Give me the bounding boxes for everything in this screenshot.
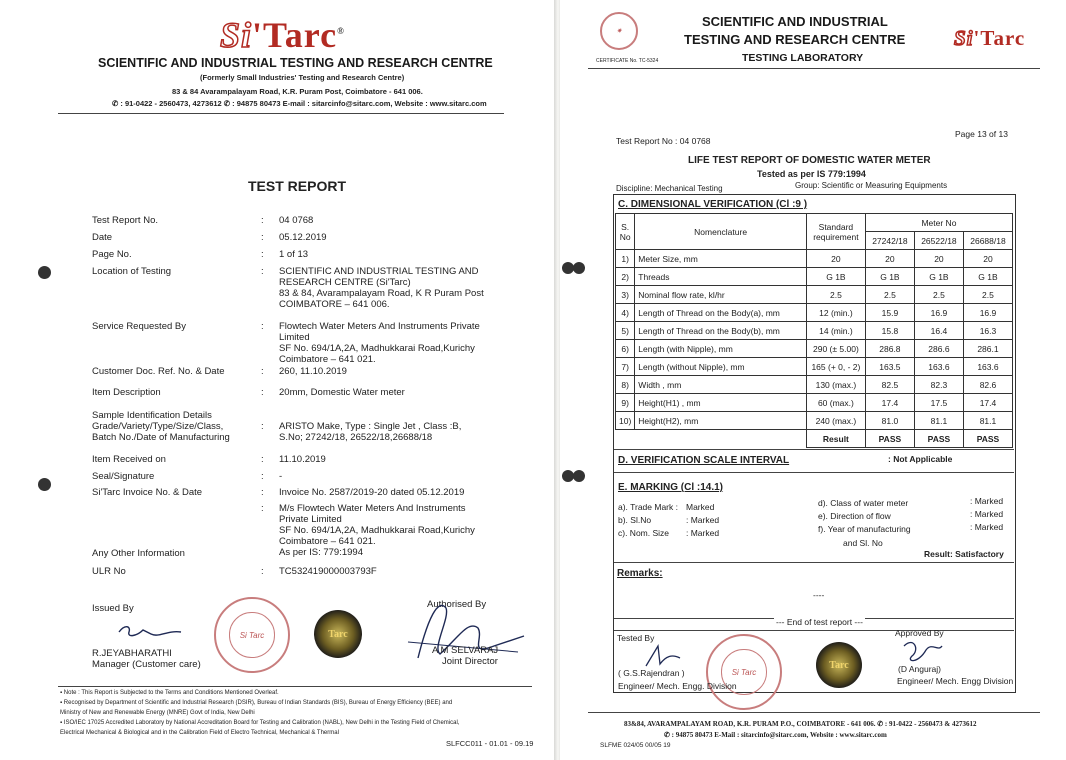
contact-line: ✆ : 91-0422 - 2560473, 4273612 ✆ : 94875 80473 E-mail : sitarcinfo@sitarc.com, Website : www.sitarc.com (112, 99, 487, 108)
table-row (616, 340, 1013, 358)
discipline: Discipline: Mechanical Testing (616, 184, 723, 193)
section-divider (614, 449, 1014, 450)
header-sno-line: No (619, 231, 631, 242)
field-label: ULR No (92, 566, 126, 577)
footer-address: 83&84, AVARAMPALAYAM ROAD, K.R. PURAM P.O., COIMBATORE - 641 006. ✆ : 91-0422 - 2560473 & 4273612 (624, 720, 977, 728)
result-satisfactory: Result: Satisfactory (924, 549, 1004, 559)
row-nomenclature: Nominal flow rate, kl/hr (635, 286, 807, 304)
field-label: Location of Testing (92, 266, 172, 277)
right-header-divider (588, 68, 1040, 69)
tester-role: Engineer/ Mech. Engg. Division (618, 681, 737, 691)
row-nomenclature: Length (with Nipple), mm (635, 340, 807, 358)
field-label: Batch No./Date of Manufacturing (92, 432, 230, 443)
authoriser-role: Joint Director (442, 656, 498, 667)
row-value: 286.1 (963, 340, 1012, 358)
field-value: Private Limited (279, 514, 342, 525)
formerly-line: (Formerly Small Industries' Testing and Research Centre) (200, 73, 405, 82)
marking-value: : Marked (686, 515, 720, 525)
row-value: G 1B (963, 268, 1012, 286)
tester-signature-icon (636, 642, 686, 670)
form-code: SLFCC011 - 01.01 - 09.19 (446, 739, 534, 748)
row-standard: 240 (max.) (806, 412, 865, 430)
result-label: Result (806, 430, 865, 448)
row-value: 16.9 (963, 304, 1012, 322)
header-meter-no: Meter No (865, 214, 1012, 232)
right-footer-divider (588, 712, 1040, 713)
table-row (616, 250, 1013, 268)
certification-emblem-icon: ✷ (600, 12, 638, 50)
row-nomenclature: Meter Size, mm (635, 250, 807, 268)
field-value: 1 of 13 (279, 249, 309, 260)
row-standard: 20 (806, 250, 865, 268)
approver-name: (D Anguraj) (898, 664, 941, 674)
field-value: SF No. 694/1A,2A, Madhukkarai Road,Kurichy (279, 525, 475, 536)
table-row (616, 286, 1013, 304)
field-value: 83 & 84, Avarampalayam Road, K R Puram Post (279, 288, 484, 299)
row-standard: 12 (min.) (806, 304, 865, 322)
row-number: 3) (616, 286, 635, 304)
row-value: 17.4 (963, 394, 1012, 412)
field-value: SF No. 694/1A,2A, Madhukkarai Road,Kurichy (279, 343, 475, 354)
field-label: Si'Tarc Invoice No. & Date (92, 487, 203, 498)
field-colon: : (261, 421, 264, 432)
field-value: 11.10.2019 (279, 454, 326, 465)
header-sno-line: S. (621, 221, 630, 232)
punch-hole (38, 478, 51, 491)
marking-key: b). Sl.No (618, 515, 652, 525)
row-number: 6) (616, 340, 635, 358)
row-value: G 1B (914, 268, 963, 286)
life-test-title: LIFE TEST REPORT OF DOMESTIC WATER METER (688, 155, 931, 166)
remarks-heading: Remarks: (617, 568, 663, 579)
field-value: Coimbatore – 641 021. (279, 536, 376, 547)
row-value: 17.5 (914, 394, 963, 412)
row-value: 20 (865, 250, 914, 268)
punch-hole (38, 266, 51, 279)
field-label: Sample Identification Details (92, 410, 212, 421)
section-divider (614, 630, 1014, 631)
marking-sl-no: and Sl. No (843, 538, 883, 548)
hologram-sticker: Tarc (314, 610, 362, 658)
right-page-life-test-report (560, 0, 1066, 760)
field-colon: : (261, 249, 264, 260)
result-row (616, 430, 1013, 448)
header-sno (616, 214, 635, 250)
field-colon: : (261, 266, 264, 277)
row-number: 9) (616, 394, 635, 412)
hologram-sticker: Tarc (816, 642, 862, 688)
field-colon: : (261, 387, 264, 398)
field-value: As per IS: 779:1994 (279, 547, 363, 558)
field-value: SCIENTIFIC AND INDUSTRIAL TESTING AND (279, 266, 479, 277)
row-nomenclature: Width , mm (635, 376, 807, 394)
sitarc-logo: Si'Tarc® (220, 15, 345, 55)
row-value: G 1B (865, 268, 914, 286)
field-colon: : (261, 232, 264, 243)
row-value: 2.5 (865, 286, 914, 304)
right-header-line3: TESTING LABORATORY (742, 52, 864, 64)
authorised-by-label: Authorised By (427, 599, 487, 610)
footer-note-line: Ministry of New and Renewable Energy (MNRE) Govt of India, New Delhi (60, 710, 255, 716)
row-standard: 290 (± 5.00) (806, 340, 865, 358)
row-nomenclature: Length of Thread on the Body(b), mm (635, 322, 807, 340)
marking-value: : Marked (970, 496, 1004, 506)
header-divider (58, 113, 504, 114)
row-value: 16.3 (963, 322, 1012, 340)
row-number: 4) (616, 304, 635, 322)
table-row (616, 412, 1013, 430)
group: Group: Scientific or Measuring Equipments (795, 181, 948, 190)
row-value: 20 (963, 250, 1012, 268)
row-number: 1) (616, 250, 635, 268)
section-d-heading: D. VERIFICATION SCALE INTERVAL (618, 455, 790, 466)
field-value: S.No; 27242/18, 26522/18,26688/18 (279, 432, 433, 443)
marking-value: : Marked (970, 509, 1004, 519)
org-name: SCIENTIFIC AND INDUSTRIAL TESTING AND RESEARCH CENTRE (98, 56, 493, 70)
row-value: 82.6 (963, 376, 1012, 394)
row-value: 82.5 (865, 376, 914, 394)
row-nomenclature: Height(H2), mm (635, 412, 807, 430)
marking-key: d). Class of water meter (818, 498, 909, 508)
field-value: TC532419000003793F (279, 566, 377, 577)
row-value: 163.5 (865, 358, 914, 376)
header-nomenclature: Nomenclature (635, 214, 807, 250)
row-value: 16.4 (914, 322, 963, 340)
header-meter: 26522/18 (914, 232, 963, 250)
row-number: 5) (616, 322, 635, 340)
result-value: PASS (865, 430, 914, 448)
field-value: COIMBATORE – 641 006. (279, 299, 390, 310)
field-label: Item Description (92, 387, 161, 398)
table-row (616, 376, 1013, 394)
field-label: Grade/Variety/Type/Size/Class, (92, 421, 224, 432)
footer-note-line: ▪ Recognised by Department of Scientific and Industrial Research (DSIR), Bureau of Indian Standards (BIS), Bureau of Energy Efficiency (BEE) and (60, 700, 453, 706)
table-row (616, 268, 1013, 286)
row-standard: 14 (min.) (806, 322, 865, 340)
row-nomenclature: Height(H1) , mm (635, 394, 807, 412)
row-value: 15.8 (865, 322, 914, 340)
dimensional-verification-table (615, 213, 1013, 448)
field-colon: : (261, 215, 264, 226)
end-of-report: --- End of test report --- (776, 617, 863, 627)
issuer-role: Manager (Customer care) (92, 659, 201, 670)
table-row (616, 394, 1013, 412)
report-title: TEST REPORT (248, 178, 347, 194)
marking-value: : Marked (970, 522, 1004, 532)
punch-hole (573, 262, 585, 274)
section-d-value: : Not Applicable (888, 454, 953, 464)
row-standard: 130 (max.) (806, 376, 865, 394)
field-value: 05.12.2019 (279, 232, 327, 243)
row-value: 17.4 (865, 394, 914, 412)
header-meter: 27242/18 (865, 232, 914, 250)
row-value: 163.6 (963, 358, 1012, 376)
row-value: 16.9 (914, 304, 963, 322)
field-colon: : (261, 321, 264, 332)
marking-key: c). Nom. Size (618, 528, 670, 538)
row-value: 81.1 (914, 412, 963, 430)
authoriser-name: A M SELVARAJ (432, 645, 499, 656)
life-test-subtitle: Tested as per IS 779:1994 (757, 169, 866, 179)
row-nomenclature: Length (without Nipple), mm (635, 358, 807, 376)
field-colon: : (261, 487, 264, 498)
field-value: Flowtech Water Meters And Instruments Private (279, 321, 480, 332)
field-value: 04 0768 (279, 215, 314, 226)
field-label: Date (92, 232, 113, 243)
row-number: 8) (616, 376, 635, 394)
footer-note-line: Electrical Mechanical & Biological and in the Calibration Field of Electro Technical, Mechanical & Thermal (60, 730, 339, 736)
approver-role: Engineer/ Mech. Engg Division (897, 676, 1014, 686)
remarks-value: ---- (813, 590, 825, 600)
page-number: Page 13 of 13 (955, 129, 1008, 139)
address-line: 83 & 84 Avarampalayam Road, K.R. Puram Post, Coimbatore - 641 006. (172, 87, 423, 96)
header-meter: 26688/18 (963, 232, 1012, 250)
sitarc-logo-small: Si'Tarc (954, 26, 1026, 50)
field-value: Coimbatore – 641 021. (279, 354, 376, 365)
field-value: 20mm, Domestic Water meter (279, 387, 405, 398)
footer-note-line: ▪ ISO/IEC 17025 Accredited Laboratory by National Accreditation Board for Testing and Calibration (NABL), New Delhi in the Testing Field of Chemical, (60, 720, 460, 726)
field-label: Any Other Information (92, 548, 185, 559)
marking-key: f). Year of manufacturing (818, 524, 911, 534)
row-standard: 60 (max.) (806, 394, 865, 412)
row-value: 15.9 (865, 304, 914, 322)
marking-key: e). Direction of flow (818, 511, 891, 521)
row-value: 2.5 (963, 286, 1012, 304)
row-value: 286.6 (914, 340, 963, 358)
section-c-heading: C. DIMENSIONAL VERIFICATION (Cl :9 ) (618, 199, 808, 210)
field-colon: : (261, 471, 264, 482)
field-value: RESEARCH CENTRE (Si'Tarc) (279, 277, 411, 288)
row-value: 82.3 (914, 376, 963, 394)
field-value: Invoice No. 2587/2019-20 dated 05.12.2019 (279, 487, 465, 498)
field-colon: : (261, 566, 264, 577)
row-value: 20 (914, 250, 963, 268)
footer-contact: ✆ : 94875 80473 E-Mail : sitarcinfo@sitarc.com, Website : www.sitarc.com (664, 731, 887, 739)
field-label: Item Received on (92, 454, 166, 465)
row-number: 2) (616, 268, 635, 286)
table-row (616, 358, 1013, 376)
marking-key: a). Trade Mark : (618, 502, 678, 512)
right-header-line1: SCIENTIFIC AND INDUSTRIAL (702, 14, 888, 29)
section-divider (614, 472, 1014, 473)
row-standard: 165 (+ 0, - 2) (806, 358, 865, 376)
table-row (616, 322, 1013, 340)
issued-by-label: Issued By (92, 603, 134, 614)
marking-value: Marked (686, 502, 715, 512)
field-label: Test Report No. (92, 215, 158, 226)
field-value: 260, 11.10.2019 (279, 366, 347, 377)
row-value: 286.8 (865, 340, 914, 358)
row-standard: G 1B (806, 268, 865, 286)
row-value: 81.0 (865, 412, 914, 430)
row-nomenclature: Length of Thread on the Body(a), mm (635, 304, 807, 322)
field-label: Seal/Signature (92, 471, 155, 482)
result-blank (616, 430, 807, 448)
result-value: PASS (963, 430, 1012, 448)
row-value: 2.5 (914, 286, 963, 304)
section-e-heading: E. MARKING (Cl :14.1) (618, 482, 724, 493)
footer-divider (58, 686, 532, 687)
field-label: Service Requested By (92, 321, 186, 332)
field-label: Customer Doc. Ref. No. & Date (92, 366, 225, 377)
footer-note-line: ▪ Note : This Report is Subjected to the Terms and Conditions Mentioned Overleaf. (60, 690, 279, 696)
header-standard (806, 214, 865, 250)
header-standard-line: requirement (813, 231, 859, 242)
header-standard-line: Standard (818, 221, 854, 232)
result-value: PASS (914, 430, 963, 448)
row-value: 81.1 (963, 412, 1012, 430)
table-row (616, 304, 1013, 322)
issuer-signature-icon (115, 620, 185, 646)
field-colon: : (261, 366, 264, 377)
row-standard: 2.5 (806, 286, 865, 304)
tested-by-label: Tested By (617, 633, 655, 643)
issuer-name: R.JEYABHARATHI (92, 648, 172, 659)
institute-seal-stamp: Si Tarc (214, 597, 290, 673)
row-value: 163.6 (914, 358, 963, 376)
approved-by-label: Approved By (895, 628, 944, 638)
field-value: M/s Flowtech Water Meters And Instruments (279, 503, 466, 514)
field-value: ARISTO Make, Type : Single Jet , Class :B, (279, 421, 462, 432)
field-label: Page No. (92, 249, 132, 260)
right-header-line2: TESTING AND RESEARCH CENTRE (684, 32, 906, 47)
field-colon: : (261, 503, 264, 514)
right-test-report-no: Test Report No : 04 0768 (616, 136, 711, 146)
certificate-number: CERTIFICATE No. TC-5324 (596, 58, 659, 64)
right-form-code: SLFME 024/05 00/05 19 (600, 742, 671, 749)
field-value: Limited (279, 332, 310, 343)
table-header-row (616, 214, 1013, 232)
row-number: 7) (616, 358, 635, 376)
institute-seal-stamp: Si Tarc (706, 634, 782, 710)
row-number: 10) (616, 412, 635, 430)
field-value: - (279, 471, 283, 482)
marking-value: : Marked (686, 528, 720, 538)
punch-hole (573, 470, 585, 482)
field-colon: : (261, 454, 264, 465)
tester-name: ( G.S.Rajendran ) (618, 668, 685, 678)
row-nomenclature: Threads (635, 268, 807, 286)
approver-signature-icon (898, 636, 948, 666)
section-divider (614, 562, 1014, 563)
